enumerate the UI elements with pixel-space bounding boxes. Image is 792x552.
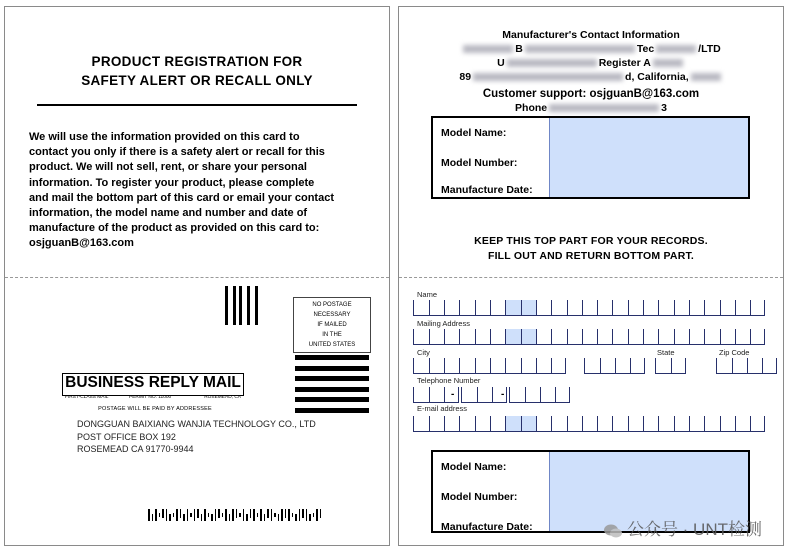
privacy-email: osjguanB@163.com: [29, 237, 134, 250]
intelligent-mail-barcode: [148, 509, 328, 521]
contact-phone: Phone 3: [515, 102, 667, 114]
wechat-watermark: 公众号 · UNT检测: [603, 515, 762, 540]
card-title-line2: SAFETY ALERT OR RECALL ONLY: [81, 73, 313, 88]
privacy-line: contact you only if there is a safety alert or recall for this: [29, 146, 325, 159]
top-manufacture-date-label: Manufacture Date:: [441, 184, 533, 196]
bottom-model-name-label: Model Name:: [441, 461, 507, 473]
brm-title: BUSINESS REPLY MAIL: [65, 374, 241, 391]
privacy-paragraph: [29, 130, 367, 252]
tear-line: [5, 277, 389, 278]
imb-bar: [208, 513, 210, 517]
bottom-manufacture-date-label: Manufacture Date:: [441, 521, 533, 533]
wechat-icon: [603, 523, 623, 539]
name-label: Name: [417, 290, 438, 299]
imb-bar: [180, 509, 182, 518]
contact-register-line: U Register A: [399, 57, 783, 70]
imb-bar: [194, 509, 196, 521]
imb-bar: [271, 509, 273, 521]
bottom-model-number-label: Model Number:: [441, 491, 518, 503]
imb-bar: [152, 514, 154, 521]
privacy-line: product. We will not sell, rent, or share your personal: [29, 161, 307, 174]
privacy-line: information, the model name and number and date of: [29, 207, 308, 220]
phone-hyphen: -: [501, 389, 505, 400]
name-boxes[interactable]: [413, 300, 765, 316]
imb-bar: [159, 513, 161, 517]
imb-bar: [218, 509, 220, 518]
return-instruction: FILL OUT AND RETURN BOTTOM PART.: [487, 250, 695, 262]
imb-bar: [201, 514, 203, 521]
email-boxes[interactable]: [413, 416, 765, 432]
return-address: DONGGUAN BAIXIANG WANJIA TECHNOLOGY CO., LTD POST OFFICE BOX 192 ROSEMEAD CA 91770-9944: [77, 419, 316, 454]
privacy-line: We will use the information provided on this card to: [29, 131, 300, 143]
email-label: E-mail address: [417, 404, 468, 413]
postage-paid-by: POSTAGE WILL BE PAID BY ADDRESSEE: [98, 406, 212, 412]
imb-bar: [274, 513, 276, 517]
state-label: State: [657, 348, 675, 357]
business-reply-mail-box: BUSINESS REPLY MAIL FIRST-CLASS MAIL PERMIT NO. 11000 ROSEMEAD, CA: [62, 373, 244, 396]
imb-bar: [176, 509, 178, 521]
mailing-address-label: Mailing Address: [417, 319, 470, 328]
telephone-label: Telephone Number: [417, 376, 481, 385]
imb-bar: [246, 514, 248, 521]
imb-bar: [285, 509, 287, 518]
imb-bar: [229, 514, 231, 521]
customer-support: Customer support: osjguanB@163.com: [482, 88, 700, 100]
phone-hyphen: -: [451, 389, 455, 400]
contact-title: Manufacturer's Contact Information: [502, 29, 680, 41]
registration-card-front: [4, 6, 390, 546]
imb-bar: [264, 514, 266, 521]
imb-bar: [169, 514, 171, 521]
privacy-line: and mail the bottom part of this card or email your contact: [29, 191, 334, 204]
no-postage-box: NO POSTAGE NECESSARY IF MAILED IN THE UNITED STATES: [293, 297, 371, 353]
imb-bar: [166, 509, 168, 521]
city-state-zip-boxes[interactable]: [655, 358, 686, 374]
imb-bar: [316, 509, 318, 521]
imb-bar: [236, 509, 238, 518]
imb-bar: [173, 513, 175, 517]
top-model-box: [431, 116, 750, 199]
privacy-line: manufacture of the product as provided on this card to:: [29, 222, 320, 235]
imb-bar: [302, 509, 304, 518]
imb-bar: [292, 513, 294, 517]
imb-bar: [232, 509, 234, 521]
title-rule: [37, 104, 357, 106]
imb-bar: [148, 509, 150, 521]
imb-bar: [281, 509, 283, 521]
imb-bar: [320, 509, 322, 518]
zip-label: Zip Code: [719, 348, 750, 357]
postage-indicator-bars: [295, 355, 369, 418]
imb-bar: [309, 514, 311, 521]
tear-line: [399, 277, 783, 278]
mailing-address-boxes[interactable]: [413, 329, 765, 345]
imb-bar: [288, 509, 290, 521]
telephone-boxes[interactable]: [461, 387, 507, 403]
imb-bar: [187, 509, 189, 521]
imb-bar: [155, 509, 157, 521]
imb-bar: [260, 509, 262, 521]
card-title-line1: PRODUCT REGISTRATION FOR: [91, 54, 303, 69]
contact-company-line: B Tec /LTD: [399, 43, 783, 56]
keep-instruction: KEEP THIS TOP PART FOR YOUR RECORDS.: [474, 235, 708, 247]
top-model-number-label: Model Number:: [441, 157, 518, 169]
imb-bar: [162, 509, 164, 518]
imb-bar: [243, 509, 245, 521]
imb-bar: [204, 509, 206, 521]
telephone-boxes[interactable]: [509, 387, 570, 403]
imb-bar: [183, 514, 185, 521]
privacy-line: information. To register your product, please complete: [29, 176, 315, 189]
city-state-zip-boxes[interactable]: [584, 358, 645, 374]
imb-bar: [253, 509, 255, 521]
imb-bar: [306, 509, 308, 521]
top-model-fill: [549, 118, 748, 197]
city-label: City: [417, 348, 430, 357]
imb-bar: [225, 509, 227, 521]
imb-bar: [257, 513, 259, 517]
imb-bar: [211, 514, 213, 521]
city-state-zip-boxes[interactable]: [413, 358, 566, 374]
imb-bar: [313, 513, 315, 517]
imb-bar: [295, 514, 297, 521]
imb-bar: [197, 509, 199, 518]
imb-bar: [299, 509, 301, 521]
imb-bar: [190, 513, 192, 517]
imb-bar: [267, 509, 269, 518]
imb-bar: [250, 509, 252, 518]
imb-bar: [278, 514, 280, 521]
contact-address-line: 89 d, California,: [399, 71, 783, 84]
city-state-zip-boxes[interactable]: [716, 358, 777, 374]
imb-bar: [222, 513, 224, 517]
fim-barcode: [225, 286, 265, 325]
top-model-name-label: Model Name:: [441, 127, 507, 139]
imb-bar: [239, 513, 241, 517]
imb-bar: [215, 509, 217, 521]
registration-card-back: [398, 6, 784, 546]
